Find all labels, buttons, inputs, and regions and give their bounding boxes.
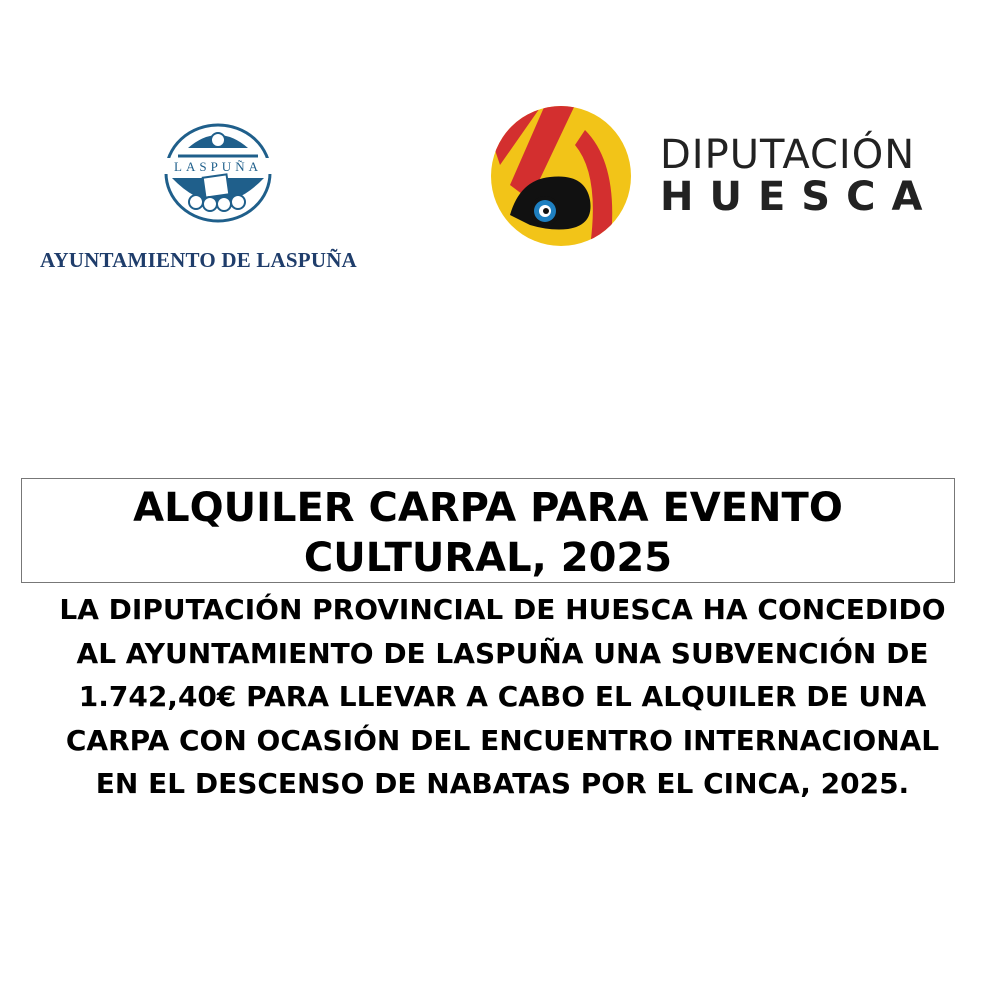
diputacion-line: DIPUTACIÓN — [660, 132, 916, 178]
diputacion-huesca-logo-mark — [490, 105, 632, 247]
laspuna-caption: AYUNTAMIENTO DE LASPUÑA — [40, 248, 357, 272]
diputacion-huesca-wordmark — [660, 134, 960, 218]
title-box — [21, 478, 955, 583]
laspuna-coat-of-arms-logo — [148, 120, 288, 226]
laspuna-logo-text: LASPUÑA — [174, 159, 262, 174]
body-line: 1.742,40€ PARA LLEVAR A CABO EL ALQUILER DE UNA — [78, 680, 927, 713]
huesca-line: HUESCA — [660, 174, 939, 220]
page-title: ALQUILER CARPA PARA EVENTO CULTURAL, 2025 — [133, 485, 843, 581]
body-line: LA DIPUTACIÓN PROVINCIAL DE HUESCA HA CONCEDIDO — [59, 593, 946, 626]
body-line: CARPA CON OCASIÓN DEL ENCUENTRO INTERNACIONAL — [65, 723, 940, 757]
body-line: EN EL DESCENSO DE NABATAS POR EL CINCA, 2025. — [95, 767, 910, 800]
body-line: AL AYUNTAMIENTO DE LASPUÑA UNA SUBVENCIÓN DE — [76, 636, 929, 670]
announcement-body — [10, 588, 995, 806]
